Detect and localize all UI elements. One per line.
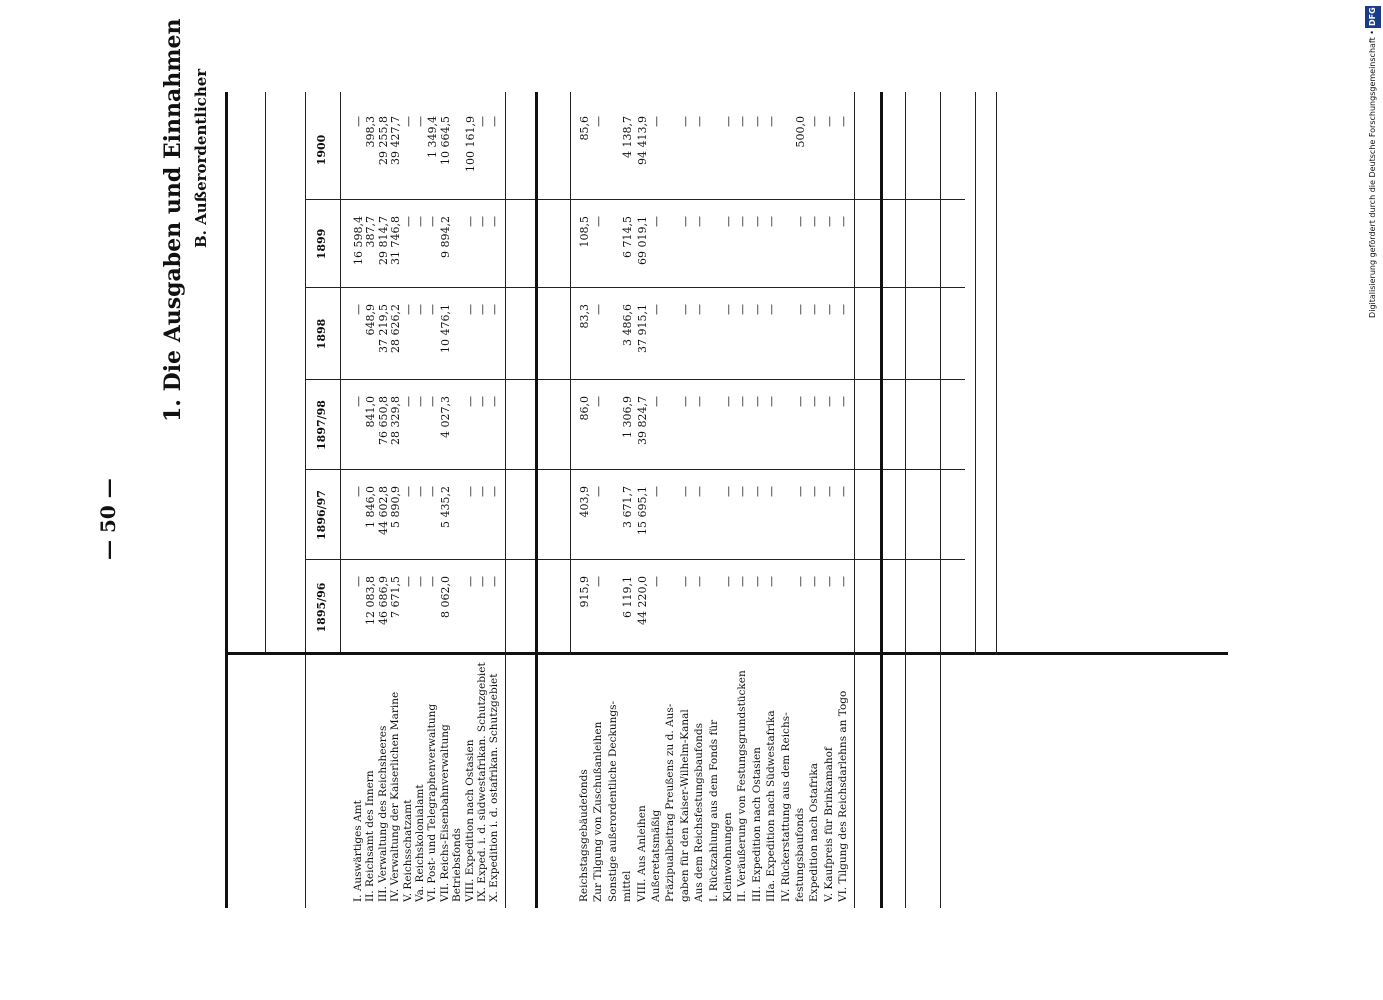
einnahmen-row-value: — xyxy=(693,304,707,315)
dfg-logo: DFG xyxy=(1365,6,1381,28)
einnahmen-row-value: — xyxy=(693,486,707,497)
table-top-rule xyxy=(225,92,228,908)
ausgaben-row-label: X. Expedition i. d. ostafrikan. Schutzgebiet xyxy=(488,673,501,902)
ausgaben-row-value: — xyxy=(488,576,502,587)
ausgaben-row-value: — xyxy=(463,486,477,497)
year-header-1897-98: 1897/98 xyxy=(315,400,328,450)
einnahmen-row-value: 4 138,7 xyxy=(621,116,635,158)
ausgaben-row-label: IX. Exped. i. d. südwestafrikan. Schutzgebiet xyxy=(476,662,488,902)
einnahmen-row-value: — xyxy=(794,216,807,227)
einnahmen-row-value: — xyxy=(736,304,750,315)
ausgaben-row-value: — xyxy=(488,116,502,127)
gesamt-rule-1 xyxy=(905,92,906,908)
einnahmen-row-value: — xyxy=(736,486,750,497)
page-number: — 50 — xyxy=(96,478,120,560)
ausgaben-row-value: — xyxy=(463,396,477,407)
einnahmen-row-value: — xyxy=(650,576,663,587)
einnahmen-row-value: — xyxy=(650,304,663,315)
einnahmen-row-value: — xyxy=(736,116,750,127)
gesamt-rule-3 xyxy=(975,92,976,655)
einnahmen-row-label: II. Veräußerung von Festungsgrundstücken xyxy=(736,670,749,902)
einnahmen-row-value: 69 019,1 xyxy=(635,216,649,265)
einnahmen-row-value: — xyxy=(822,396,836,407)
einnahmen-row-value: 85,6 xyxy=(578,116,591,141)
einnahmen-row-value: — xyxy=(736,576,750,587)
einnahmen-row-value: — xyxy=(678,576,692,587)
einnahmen-row-value: — xyxy=(693,216,707,227)
einnahmen-row-value: — xyxy=(722,216,735,227)
ausgaben-row-value: 44 602,8 xyxy=(376,486,390,535)
einnahmen-row-value: — xyxy=(822,576,836,587)
einnahmen-row-label: I. Rückzahlung aus dem Fonds für xyxy=(707,719,720,902)
dfg-attribution xyxy=(1361,0,1381,400)
ausgaben-row-value: 28 329,8 xyxy=(389,396,403,445)
einnahmen-row-value: — xyxy=(837,216,851,227)
einnahmen-row-value: 108,5 xyxy=(578,216,591,248)
ausgaben-row-value: — xyxy=(401,486,415,497)
ausgaben-row-value: 648,9 xyxy=(364,304,378,336)
einnahmen-row-label: IIIa. Expedition nach Südwestafrika xyxy=(765,710,778,902)
year-header-1896-97: 1896/97 xyxy=(315,490,328,540)
einnahmen-row-value: — xyxy=(822,304,836,315)
einnahmen-row-value: 3 486,6 xyxy=(621,304,635,346)
ausgaben-row-value: 10 476,1 xyxy=(438,304,452,353)
einnahmen-row-label: festungsbaufonds xyxy=(794,807,806,902)
ausgaben-row-value: — xyxy=(414,396,427,407)
ausgaben-row-value: — xyxy=(401,304,415,315)
ausgaben-row-value: 841,0 xyxy=(364,396,378,428)
einnahmen-row-value: — xyxy=(750,396,764,407)
page-title: 1. Die Ausgaben und Einnahmen xyxy=(160,18,186,422)
header-rule-3 xyxy=(340,92,341,655)
einnahmen-row-value: — xyxy=(650,116,663,127)
einnahmen-row-value: — xyxy=(592,116,606,127)
einnahmen-row-label: Reichstagsgebäudefonds xyxy=(578,769,590,902)
einnahmen-row-value: — xyxy=(808,576,822,587)
ausgaben-row-value: 4 027,3 xyxy=(438,396,452,438)
einnahmen-row-value: — xyxy=(650,216,663,227)
einnahmen-row-value: — xyxy=(722,576,735,587)
ausgaben-row-value: — xyxy=(401,116,415,127)
header-rule-1 xyxy=(265,92,266,655)
einnahmen-row-value: — xyxy=(678,396,692,407)
einnahmen-row-value: — xyxy=(808,486,822,497)
einnahmen-row-value: — xyxy=(592,486,606,497)
einnahmen-row-value: — xyxy=(765,396,779,407)
einnahmen-row-value: — xyxy=(765,486,779,497)
einnahmen-row-value: — xyxy=(822,216,836,227)
ausgaben-row-label: V. Reichsschatzamt xyxy=(401,799,414,902)
ausgaben-row-value: 5 890,9 xyxy=(389,486,403,528)
einnahmen-row-value: — xyxy=(750,216,764,227)
einnahmen-row-value: 39 824,7 xyxy=(635,396,649,445)
ausgaben-row-value: 398,3 xyxy=(364,116,378,148)
einnahmen-row-label: Zur Tilgung von Zuschußanleihen xyxy=(592,721,605,902)
einnahmen-row-value: — xyxy=(808,304,822,315)
einnahmen-row-label: VI. Tilgung des Reichsdarlehns an Togo xyxy=(837,690,850,902)
einnahmen-row-value: 15 695,1 xyxy=(635,486,649,535)
ausgaben-row-value: — xyxy=(414,216,427,227)
einnahmen-row-value: — xyxy=(678,486,692,497)
ausgaben-row-value: 100 161,9 xyxy=(463,116,477,172)
ausgaben-row-value: 16 598,4 xyxy=(352,216,365,265)
year-header-1899: 1899 xyxy=(315,228,328,260)
ausgaben-row-value: — xyxy=(401,216,415,227)
ausgaben-row-value: 37 219,5 xyxy=(376,304,390,353)
einnahmen-row-value: — xyxy=(808,116,822,127)
ausgaben-row-value: — xyxy=(352,576,365,587)
ausgaben-row-value: 76 650,8 xyxy=(376,396,390,445)
einnahmen-row-value: — xyxy=(736,396,750,407)
einnahmen-row-value: — xyxy=(765,216,779,227)
einnahmen-row-value: — xyxy=(592,396,606,407)
ausgaben-row-value: — xyxy=(476,396,489,407)
ausgaben-row-label: IV. Verwaltung der Kaiserlichen Marine xyxy=(389,691,402,902)
einnahmen-row-value: 1 306,9 xyxy=(621,396,635,438)
ausgaben-row-value: — xyxy=(352,396,365,407)
einnahmen-row-value: — xyxy=(808,396,822,407)
ausgaben-row-value: 387,7 xyxy=(364,216,378,248)
ausgaben-row-value: — xyxy=(426,216,440,227)
ausgaben-row-value: — xyxy=(476,116,489,127)
ausgaben-total-rule xyxy=(505,92,506,908)
einnahmen-row-value: — xyxy=(750,116,764,127)
ausgaben-row-value: — xyxy=(352,486,365,497)
einnahmen-row-value: — xyxy=(650,396,663,407)
einnahmen-row-value: — xyxy=(765,304,779,315)
header-rule-2 xyxy=(305,92,306,908)
ausgaben-row-value: — xyxy=(401,396,415,407)
ausgaben-row-value: — xyxy=(488,304,502,315)
einnahmen-row-value: — xyxy=(822,116,836,127)
einnahmen-row-value: — xyxy=(650,486,663,497)
ausgaben-row-value: — xyxy=(414,486,427,497)
einnahmen-row-value: — xyxy=(750,304,764,315)
einnahmen-row-label: Präzipualbeitrag Preußens zu d. Aus- xyxy=(664,703,677,902)
ausgaben-row-value: — xyxy=(488,216,502,227)
einnahmen-total-rule xyxy=(854,92,855,908)
ausgaben-row-value: 1 846,0 xyxy=(364,486,378,528)
ausgaben-row-label: Betriebsfonds xyxy=(451,828,464,902)
einnahmen-row-value: 94 413,9 xyxy=(635,116,649,165)
ausgaben-row-value: 46 686,9 xyxy=(376,576,390,625)
einnahmen-row-value: 3 671,7 xyxy=(621,486,635,528)
ausgaben-row-value: 7 671,5 xyxy=(389,576,403,618)
ausgaben-row-label: I. Auswärtiges Amt xyxy=(352,800,364,902)
einnahmen-row-value: — xyxy=(822,486,836,497)
ausgaben-row-value: — xyxy=(476,304,489,315)
year-header-1898: 1898 xyxy=(315,318,328,350)
ausgaben-row-value: — xyxy=(476,486,489,497)
einnahmen-row-label: V. Kaufpreis für Brinkamahof xyxy=(822,747,835,902)
ausgaben-row-value: — xyxy=(426,576,440,587)
einnahmen-row-value: — xyxy=(837,116,851,127)
ausgaben-row-value: — xyxy=(426,304,440,315)
einnahmen-row-value: — xyxy=(693,116,707,127)
ausgaben-row-value: 39 427,7 xyxy=(389,116,403,165)
ausgaben-row-value: — xyxy=(488,396,502,407)
einnahmen-row-value: 6 714,5 xyxy=(621,216,635,258)
einnahmen-row-value: — xyxy=(794,486,807,497)
einnahmen-row-value: — xyxy=(794,304,807,315)
ausgaben-row-value: 29 814,7 xyxy=(376,216,390,265)
einnahmen-row-value: 500,0 xyxy=(794,116,807,148)
einnahmen-row-value: — xyxy=(794,576,807,587)
einnahmen-bottom-rule xyxy=(880,92,883,908)
einnahmen-row-label: gaben für den Kaiser-Wilhelm-Kanal xyxy=(678,709,691,902)
ausgaben-row-label: Va. Reichskolonialamt xyxy=(414,784,426,902)
einnahmen-row-value: — xyxy=(837,396,851,407)
einnahmen-row-label: III. Expedition nach Ostasien xyxy=(750,747,763,902)
ausgaben-row-value: 1 349,4 xyxy=(426,116,440,158)
einnahmen-row-label: mittel xyxy=(621,870,634,902)
ausgaben-row-value: 12 083,8 xyxy=(364,576,378,625)
section-b-underline xyxy=(570,92,571,655)
einnahmen-row-value: 6 119,1 xyxy=(621,576,635,618)
einnahmen-row-value: 37 915,1 xyxy=(635,304,649,353)
page-subtitle: B. Außerordentlicher xyxy=(192,68,210,248)
ausgaben-row-label: VII. Reichs-Eisenbahnverwaltung xyxy=(438,724,451,902)
einnahmen-row-value: — xyxy=(592,576,606,587)
ausgaben-row-value: — xyxy=(414,304,427,315)
ausgaben-row-value: — xyxy=(414,576,427,587)
einnahmen-row-value: — xyxy=(693,396,707,407)
year-header-1895-96: 1895/96 xyxy=(315,582,328,633)
gesamt-rule-2 xyxy=(940,92,941,908)
ausgaben-row-value: — xyxy=(352,116,365,127)
einnahmen-row-value: 403,9 xyxy=(578,486,591,518)
einnahmen-row-value: — xyxy=(765,116,779,127)
einnahmen-row-value: 86,0 xyxy=(578,396,591,421)
ausgaben-row-value: — xyxy=(426,486,440,497)
einnahmen-row-value: — xyxy=(837,486,851,497)
ausgaben-row-label: VIII. Expedition nach Ostasien xyxy=(463,739,476,902)
einnahmen-row-value: — xyxy=(750,486,764,497)
einnahmen-row-label: Sonstige außerordentliche Deckungs- xyxy=(606,700,619,902)
einnahmen-row-value: — xyxy=(592,216,606,227)
einnahmen-row-label: Expedition nach Ostafrika xyxy=(808,763,821,902)
ausgaben-row-value: — xyxy=(488,486,502,497)
section-b-rule xyxy=(535,92,538,908)
ausgaben-row-value: — xyxy=(476,576,489,587)
einnahmen-row-label: IV. Rückerstattung aus dem Reichs- xyxy=(779,712,792,902)
einnahmen-row-value: 83,3 xyxy=(578,304,591,329)
einnahmen-row-value: — xyxy=(837,304,851,315)
einnahmen-row-value: — xyxy=(750,576,764,587)
ausgaben-row-label: VI. Post- und Telegraphenverwaltung xyxy=(426,703,439,902)
einnahmen-row-label: Außeretatsmäßig xyxy=(650,809,662,902)
einnahmen-row-value: — xyxy=(693,576,707,587)
einnahmen-row-value: 44 220,0 xyxy=(635,576,649,625)
dfg-text: Digitalisierung gefördert durch die Deutsche Forschungsgemeinschaft • xyxy=(1368,30,1377,318)
ausgaben-row-value: 31 746,8 xyxy=(389,216,403,265)
einnahmen-row-label: Aus dem Reichsfestungsbaufonds xyxy=(693,723,706,902)
einnahmen-row-value: — xyxy=(722,304,735,315)
ausgaben-row-value: — xyxy=(463,304,477,315)
einnahmen-row-value: — xyxy=(678,216,692,227)
ausgaben-row-value: 29 255,8 xyxy=(376,116,390,165)
ausgaben-row-value: — xyxy=(463,576,477,587)
ausgaben-row-value: 9 894,2 xyxy=(438,216,452,258)
ausgaben-row-label: III. Verwaltung des Reichsheeres xyxy=(376,725,389,902)
einnahmen-row-value: 915,9 xyxy=(578,576,591,608)
year-header-1900: 1900 xyxy=(315,134,328,166)
ausgaben-row-value: 28 626,2 xyxy=(389,304,403,353)
ueberschuss-rule xyxy=(996,92,997,655)
einnahmen-row-value: — xyxy=(808,216,822,227)
einnahmen-row-value: — xyxy=(837,576,851,587)
einnahmen-row-value: — xyxy=(722,396,735,407)
ausgaben-row-value: 5 435,2 xyxy=(438,486,452,528)
einnahmen-row-value: — xyxy=(765,576,779,587)
ausgaben-row-value: — xyxy=(401,576,415,587)
ausgaben-row-label: II. Reichsamt des Innern xyxy=(364,770,377,902)
ausgaben-row-value: — xyxy=(476,216,489,227)
ausgaben-row-value: — xyxy=(352,304,365,315)
einnahmen-row-value: — xyxy=(678,304,692,315)
ausgaben-row-value: — xyxy=(426,396,440,407)
ausgaben-row-value: — xyxy=(463,216,477,227)
einnahmen-row-value: — xyxy=(736,216,750,227)
einnahmen-row-value: — xyxy=(722,116,735,127)
einnahmen-row-label: VIII. Aus Anleihen xyxy=(635,805,648,902)
einnahmen-row-value: — xyxy=(794,396,807,407)
einnahmen-row-value: — xyxy=(678,116,692,127)
ausgaben-row-value: — xyxy=(414,116,427,127)
einnahmen-row-value: — xyxy=(722,486,735,497)
einnahmen-row-value: — xyxy=(592,304,606,315)
ausgaben-row-value: 8 062,0 xyxy=(438,576,452,618)
einnahmen-row-label: Kleinwohnungen xyxy=(722,812,734,902)
ausgaben-row-value: 10 664,5 xyxy=(438,116,452,165)
